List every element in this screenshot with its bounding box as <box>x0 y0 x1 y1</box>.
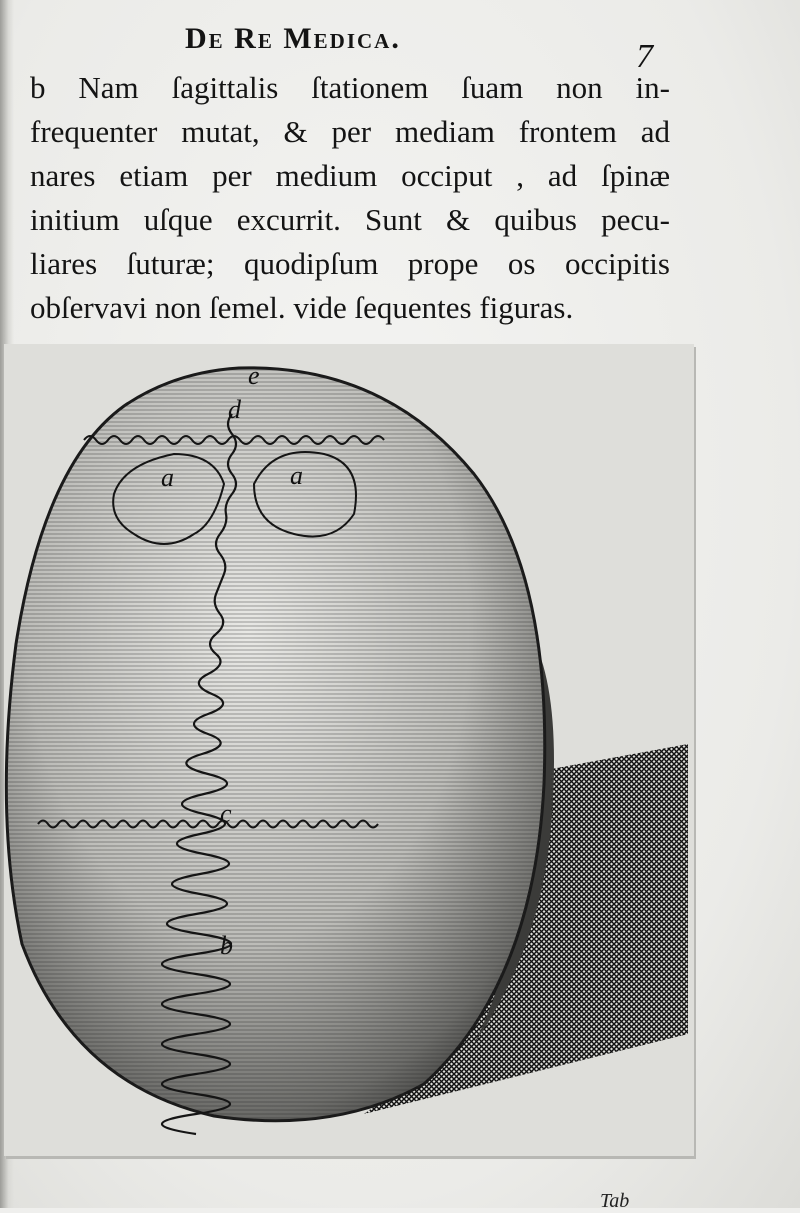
text-line: nares etiam per medium occiput , ad ſpinæ <box>30 158 670 193</box>
running-head <box>0 14 800 75</box>
body-paragraph <box>30 66 670 330</box>
text-line: liares ſuturæ; quodipſum prope os occipitis <box>30 246 670 281</box>
running-title: De Re Medica. <box>185 22 401 55</box>
skull-engraved-lines <box>6 368 544 1121</box>
plate-label-c: c <box>220 799 232 828</box>
text-line: obſervavi non ſemel. vide ſequentes figuras. <box>30 290 574 325</box>
text-line: initium uſque excurrit. Sunt & quibus pecu- <box>30 202 670 237</box>
engraved-skull-plate <box>4 344 694 1156</box>
text-line: b Nam ſagittalis ſtationem ſuam non in- <box>30 70 670 105</box>
catchword: Tab <box>600 1190 630 1212</box>
plate-label-e: e <box>248 361 260 390</box>
plate-label-a-left: a <box>161 463 174 492</box>
skull-engraving <box>4 344 694 1156</box>
page-number: 7 <box>636 38 653 75</box>
plate-label-d: d <box>228 395 241 424</box>
plate-label-a-right: a <box>290 461 303 490</box>
text-line: frequenter mutat, & per mediam frontem ad <box>30 114 670 149</box>
plate-label-b: b <box>220 931 233 960</box>
